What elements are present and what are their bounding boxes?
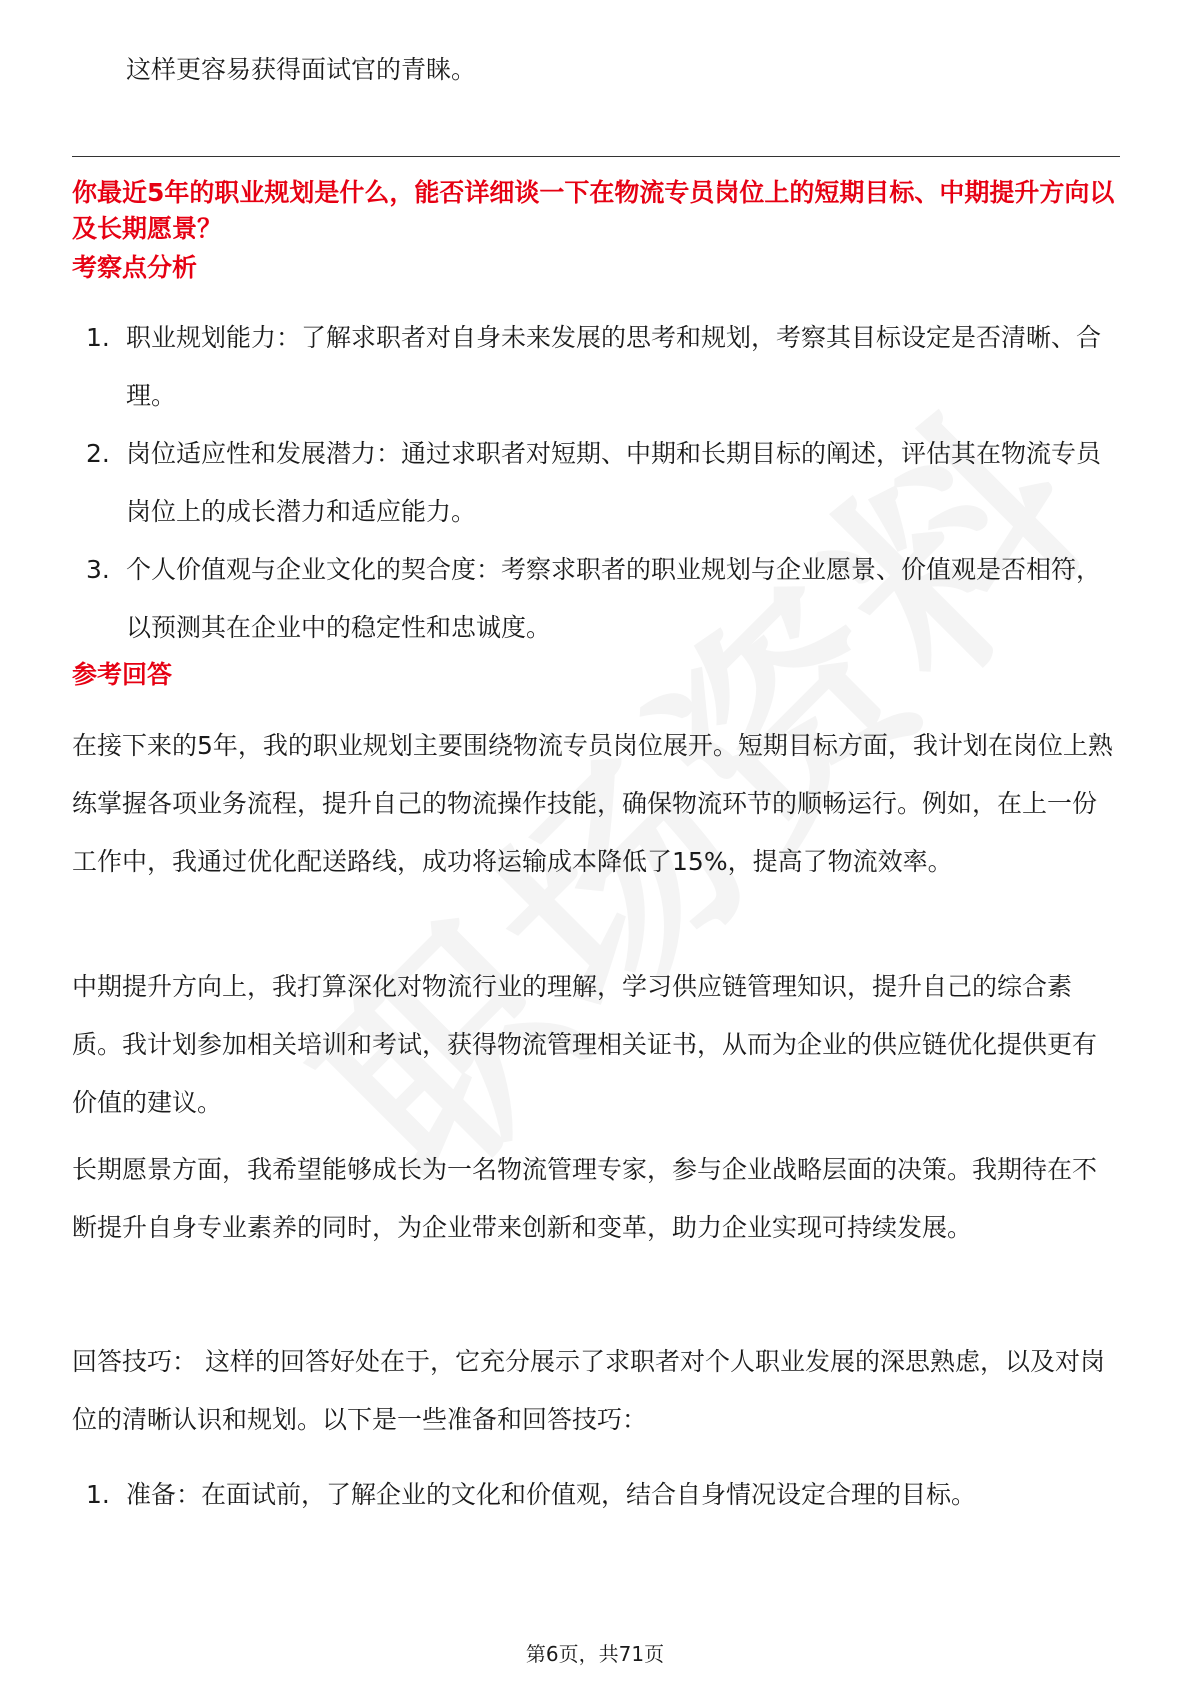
analysis-item [72, 309, 1120, 425]
list-number: 1. [86, 1480, 110, 1509]
tips-item [72, 1466, 1120, 1524]
list-item-text: 准备：在面试前，了解企业的文化和价值观，结合自身情况设定合理的目标。 [126, 1480, 977, 1509]
answer-paragraph-short-term: 在接下来的5年，我的职业规划主要围绕物流专员岗位展开。短期目标方面，我计划在岗位上熟练掌握各项业务流程，提升自己的物流操作技能，确保物流环节的顺畅运行。例如，在上一份工作中，我通过优化配送路线，成功将运输成本降低了15%，提高了物流效率。 [72, 731, 1113, 876]
list-number: 3. [86, 555, 110, 584]
list-number: 2. [86, 439, 110, 468]
interview-question: 你最近5年的职业规划是什么，能否详细谈一下在物流专员岗位上的短期目标、中期提升方向以及长期愿景？ [72, 178, 1115, 243]
answer-heading: 参考回答 [72, 660, 173, 689]
page-footer: 第6页，共71页 [525, 1642, 665, 1666]
previous-page-tail-text: 这样更容易获得面试官的青睐。 [126, 55, 477, 84]
list-item-text: 职业规划能力：了解求职者对自身未来发展的思考和规划，考察其目标设定是否清晰、合理。 [126, 323, 1102, 410]
answer-paragraph-mid-term: 中期提升方向上，我打算深化对物流行业的理解，学习供应链管理知识，提升自己的综合素质。我计划参加相关培训和考试，获得物流管理相关证书，从而为企业的供应链优化提供更有价值的建议。 [72, 972, 1098, 1117]
list-item-text: 岗位适应性和发展潜力：通过求职者对短期、中期和长期目标的阐述，评估其在物流专员岗位上的成长潜力和适应能力。 [126, 439, 1102, 526]
analysis-list [72, 309, 1120, 657]
list-number: 1. [86, 323, 110, 352]
list-item-text: 个人价值观与企业文化的契合度：考察求职者的职业规划与企业愿景、价值观是否相符，以预测其在企业中的稳定性和忠诚度。 [126, 555, 1102, 642]
analysis-item [72, 425, 1120, 541]
analysis-heading: 考察点分析 [72, 253, 198, 282]
answer-paragraph-long-term: 长期愿景方面，我希望能够成长为一名物流管理专家，参与企业战略层面的决策。我期待在不断提升自身专业素养的同时，为企业带来创新和变革，助力企业实现可持续发展。 [72, 1155, 1098, 1242]
tips-list [72, 1466, 1120, 1524]
answer-tips-paragraph: 回答技巧： 这样的回答好处在于，它充分展示了求职者对个人职业发展的深思熟虑，以及对岗位的清晰认识和规划。以下是一些准备和回答技巧： [72, 1347, 1105, 1434]
analysis-item [72, 541, 1120, 657]
section-divider [72, 156, 1120, 157]
